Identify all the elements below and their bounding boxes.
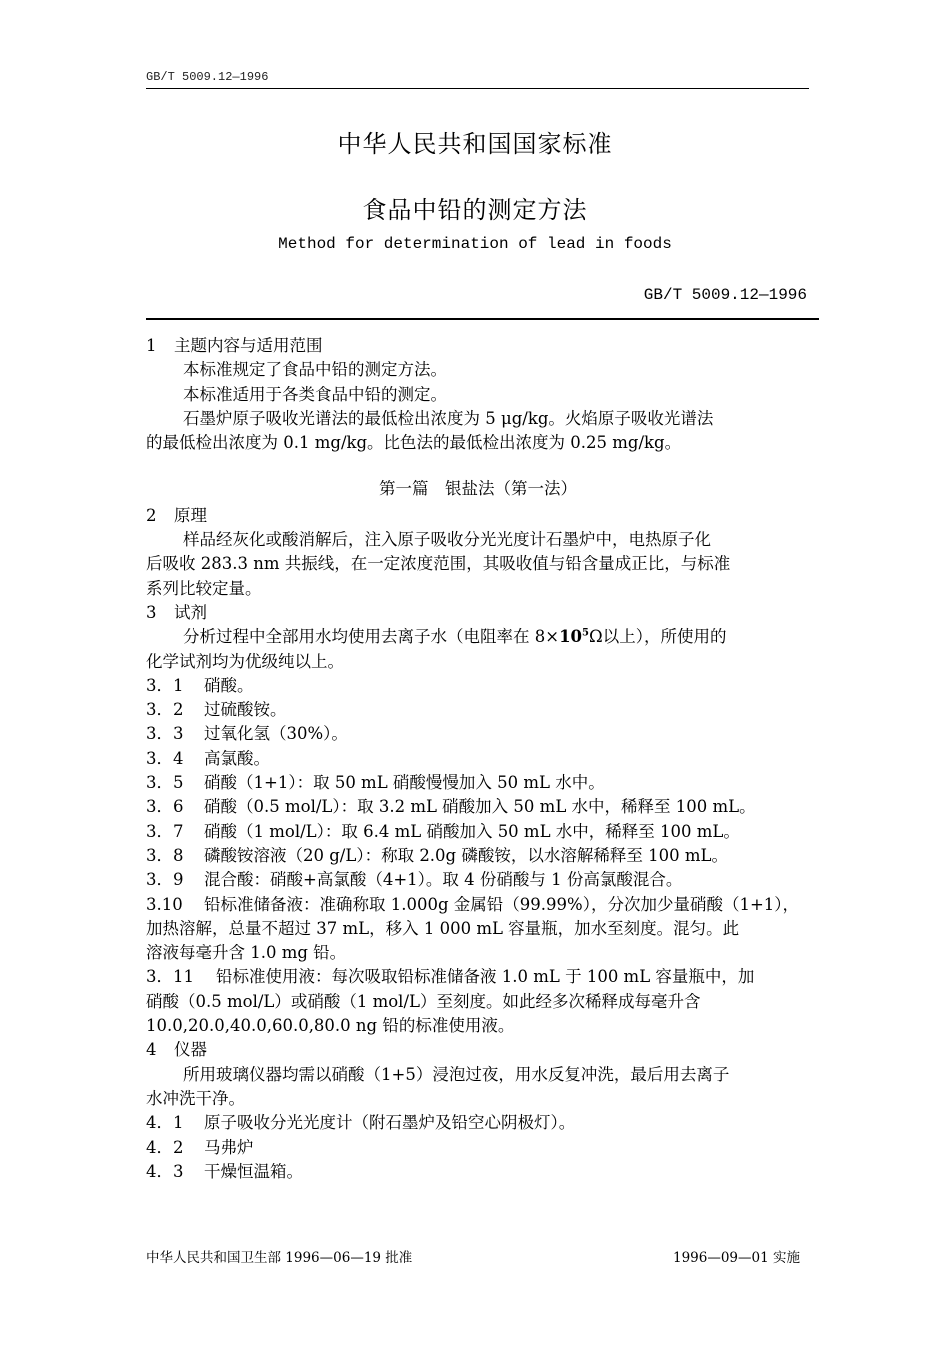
item-number: 3．2 — [146, 700, 184, 720]
item-text: 磷酸铵溶液（20 g/L）：称取 2.0g 磷酸铵，以水溶解稀释至 100 mL。 — [204, 845, 728, 865]
list-item — [146, 965, 810, 989]
paragraph-line: 10.0,20.0,40.0,60.0,80.0 ng 铅的标准使用液。 — [146, 1016, 515, 1036]
item-text: 马弗炉 — [204, 1137, 254, 1157]
power-base: 10 — [559, 627, 583, 647]
standard-name: 中华人民共和国国家标准 — [337, 130, 613, 158]
section-2-heading — [146, 504, 810, 528]
item-number: 4．3 — [146, 1161, 184, 1181]
power-exponent: 5 — [582, 627, 590, 639]
document-body — [146, 334, 810, 1184]
item-number: 3．8 — [146, 845, 184, 865]
item-text: 铅标准储备液：准确称取 1.000g 金属铅（99.99%），分次加少量硝酸（1+1）， — [204, 894, 800, 914]
item-number: 3．11 — [146, 967, 194, 987]
list-item — [146, 1160, 810, 1184]
title-rule — [146, 318, 819, 320]
section-3-heading — [146, 601, 810, 625]
list-item — [146, 795, 810, 819]
item-number: 4．2 — [146, 1137, 184, 1157]
paragraph-line: 水冲洗干净。 — [146, 1088, 245, 1108]
list-item — [146, 771, 810, 795]
list-item — [146, 698, 810, 722]
part-title: 第一篇 银盐法（第一法） — [379, 479, 577, 499]
list-item — [146, 1111, 810, 1135]
section-title: 仪器 — [174, 1040, 207, 1060]
paragraph-line: 的最低检出浓度为 0.1 mg/kg。比色法的最低检出浓度为 0.25 mg/kg。 — [146, 433, 682, 453]
list-item — [146, 674, 810, 698]
item-number: 3．6 — [146, 797, 184, 817]
list-item — [146, 844, 810, 868]
paragraph: 本标准适用于各类食品中铅的测定。 — [183, 384, 447, 404]
item-text: 高氯酸。 — [204, 748, 270, 768]
section-number: 4 — [146, 1040, 157, 1060]
item-text: 干燥恒温箱。 — [204, 1161, 303, 1181]
list-item — [146, 820, 810, 844]
item-text: 硝酸（1+1）：取 50 mL 硝酸慢慢加入 50 mL 水中。 — [204, 773, 605, 793]
item-text: 铅标准使用液：每次吸取铅标准储备液 1.0 mL 于 100 mL 容量瓶中，加 — [216, 967, 755, 987]
item-text: 混合酸：硝酸+高氯酸（4+1）。取 4 份硝酸与 1 份高氯酸混合。 — [204, 870, 683, 890]
document-title-english: Method for determination of lead in foods — [278, 235, 672, 253]
item-number: 3．3 — [146, 724, 184, 744]
paragraph-line: 硝酸（0.5 mol/L）或硝酸（1 mol/L）至刻度。如此经多次稀释成每毫升含 — [146, 991, 701, 1011]
list-item — [146, 868, 810, 892]
section-1-heading — [146, 334, 810, 358]
item-number: 4．1 — [146, 1113, 184, 1133]
list-item — [146, 1136, 810, 1160]
list-item — [146, 747, 810, 771]
paragraph-line: 后吸收 283.3 nm 共振线，在一定浓度范围，其吸收值与铅含量成正比，与标准 — [146, 554, 731, 574]
section-number: 3 — [146, 602, 157, 622]
item-number: 3．4 — [146, 748, 184, 768]
footer-effective-date: 1996—09—01 实施 — [672, 1250, 800, 1266]
item-text: 过氧化氢（30%）。 — [204, 724, 348, 744]
item-text: 过硫酸铵。 — [204, 700, 287, 720]
item-text: 硝酸。 — [204, 675, 254, 695]
paragraph: 本标准规定了食品中铅的测定方法。 — [183, 360, 447, 380]
section-4-heading — [146, 1038, 810, 1062]
intro-text: Ω以上），所使用的 — [589, 627, 727, 647]
item-number: 3.10 — [146, 894, 183, 914]
item-text: 硝酸（0.5 mol/L）：取 3.2 mL 硝酸加入 50 mL 水中，稀释至 100 mL。 — [204, 797, 756, 817]
document-title: 食品中铅的测定方法 — [362, 196, 588, 224]
document-code: GB/T 5009.12—1996 — [643, 286, 807, 304]
list-item — [146, 893, 810, 917]
footer-approval: 中华人民共和国卫生部 1996—06—19 批准 — [146, 1250, 413, 1266]
section-number: 2 — [146, 505, 157, 525]
paragraph-line: 所用玻璃仪器均需以硝酸（1+5）浸泡过夜，用水反复冲洗，最后用去离子 — [183, 1064, 730, 1084]
paragraph-line: 溶液每毫升含 1.0 mg 铅。 — [146, 943, 347, 963]
paragraph-line — [146, 625, 810, 649]
section-title: 试剂 — [174, 602, 207, 622]
section-title: 原理 — [174, 505, 207, 525]
paragraph-line: 石墨炉原子吸收光谱法的最低检出浓度为 5 μg/kg。火焰原子吸收光谱法 — [183, 408, 714, 428]
paragraph-line: 加热溶解，总量不超过 37 mL，移入 1 000 mL 容量瓶，加水至刻度。混匀。此 — [146, 918, 740, 938]
section-title: 主题内容与适用范围 — [174, 336, 323, 355]
header-rule — [146, 88, 809, 89]
intro-text: 分析过程中全部用水均使用去离子水（电阻率在 8× — [183, 627, 560, 647]
running-header-code: GB/T 5009.12—1996 — [146, 70, 269, 84]
item-number: 3．7 — [146, 821, 184, 841]
item-text: 硝酸（1 mol/L）：取 6.4 mL 硝酸加入 50 mL 水中，稀释至 100 mL。 — [204, 821, 740, 841]
item-text: 原子吸收分光光度计（附石墨炉及铅空心阴极灯）。 — [204, 1113, 576, 1133]
item-number: 3．1 — [146, 675, 184, 695]
list-item — [146, 722, 810, 746]
paragraph-line: 样品经灰化或酸消解后，注入原子吸收分光光度计石墨炉中，电热原子化 — [183, 530, 711, 550]
paragraph-line: 系列比较定量。 — [146, 578, 262, 598]
section-number: 1 — [146, 336, 157, 355]
paragraph-line: 化学试剂均为优级纯以上。 — [146, 651, 344, 671]
item-number: 3．9 — [146, 870, 184, 890]
item-number: 3．5 — [146, 773, 184, 793]
